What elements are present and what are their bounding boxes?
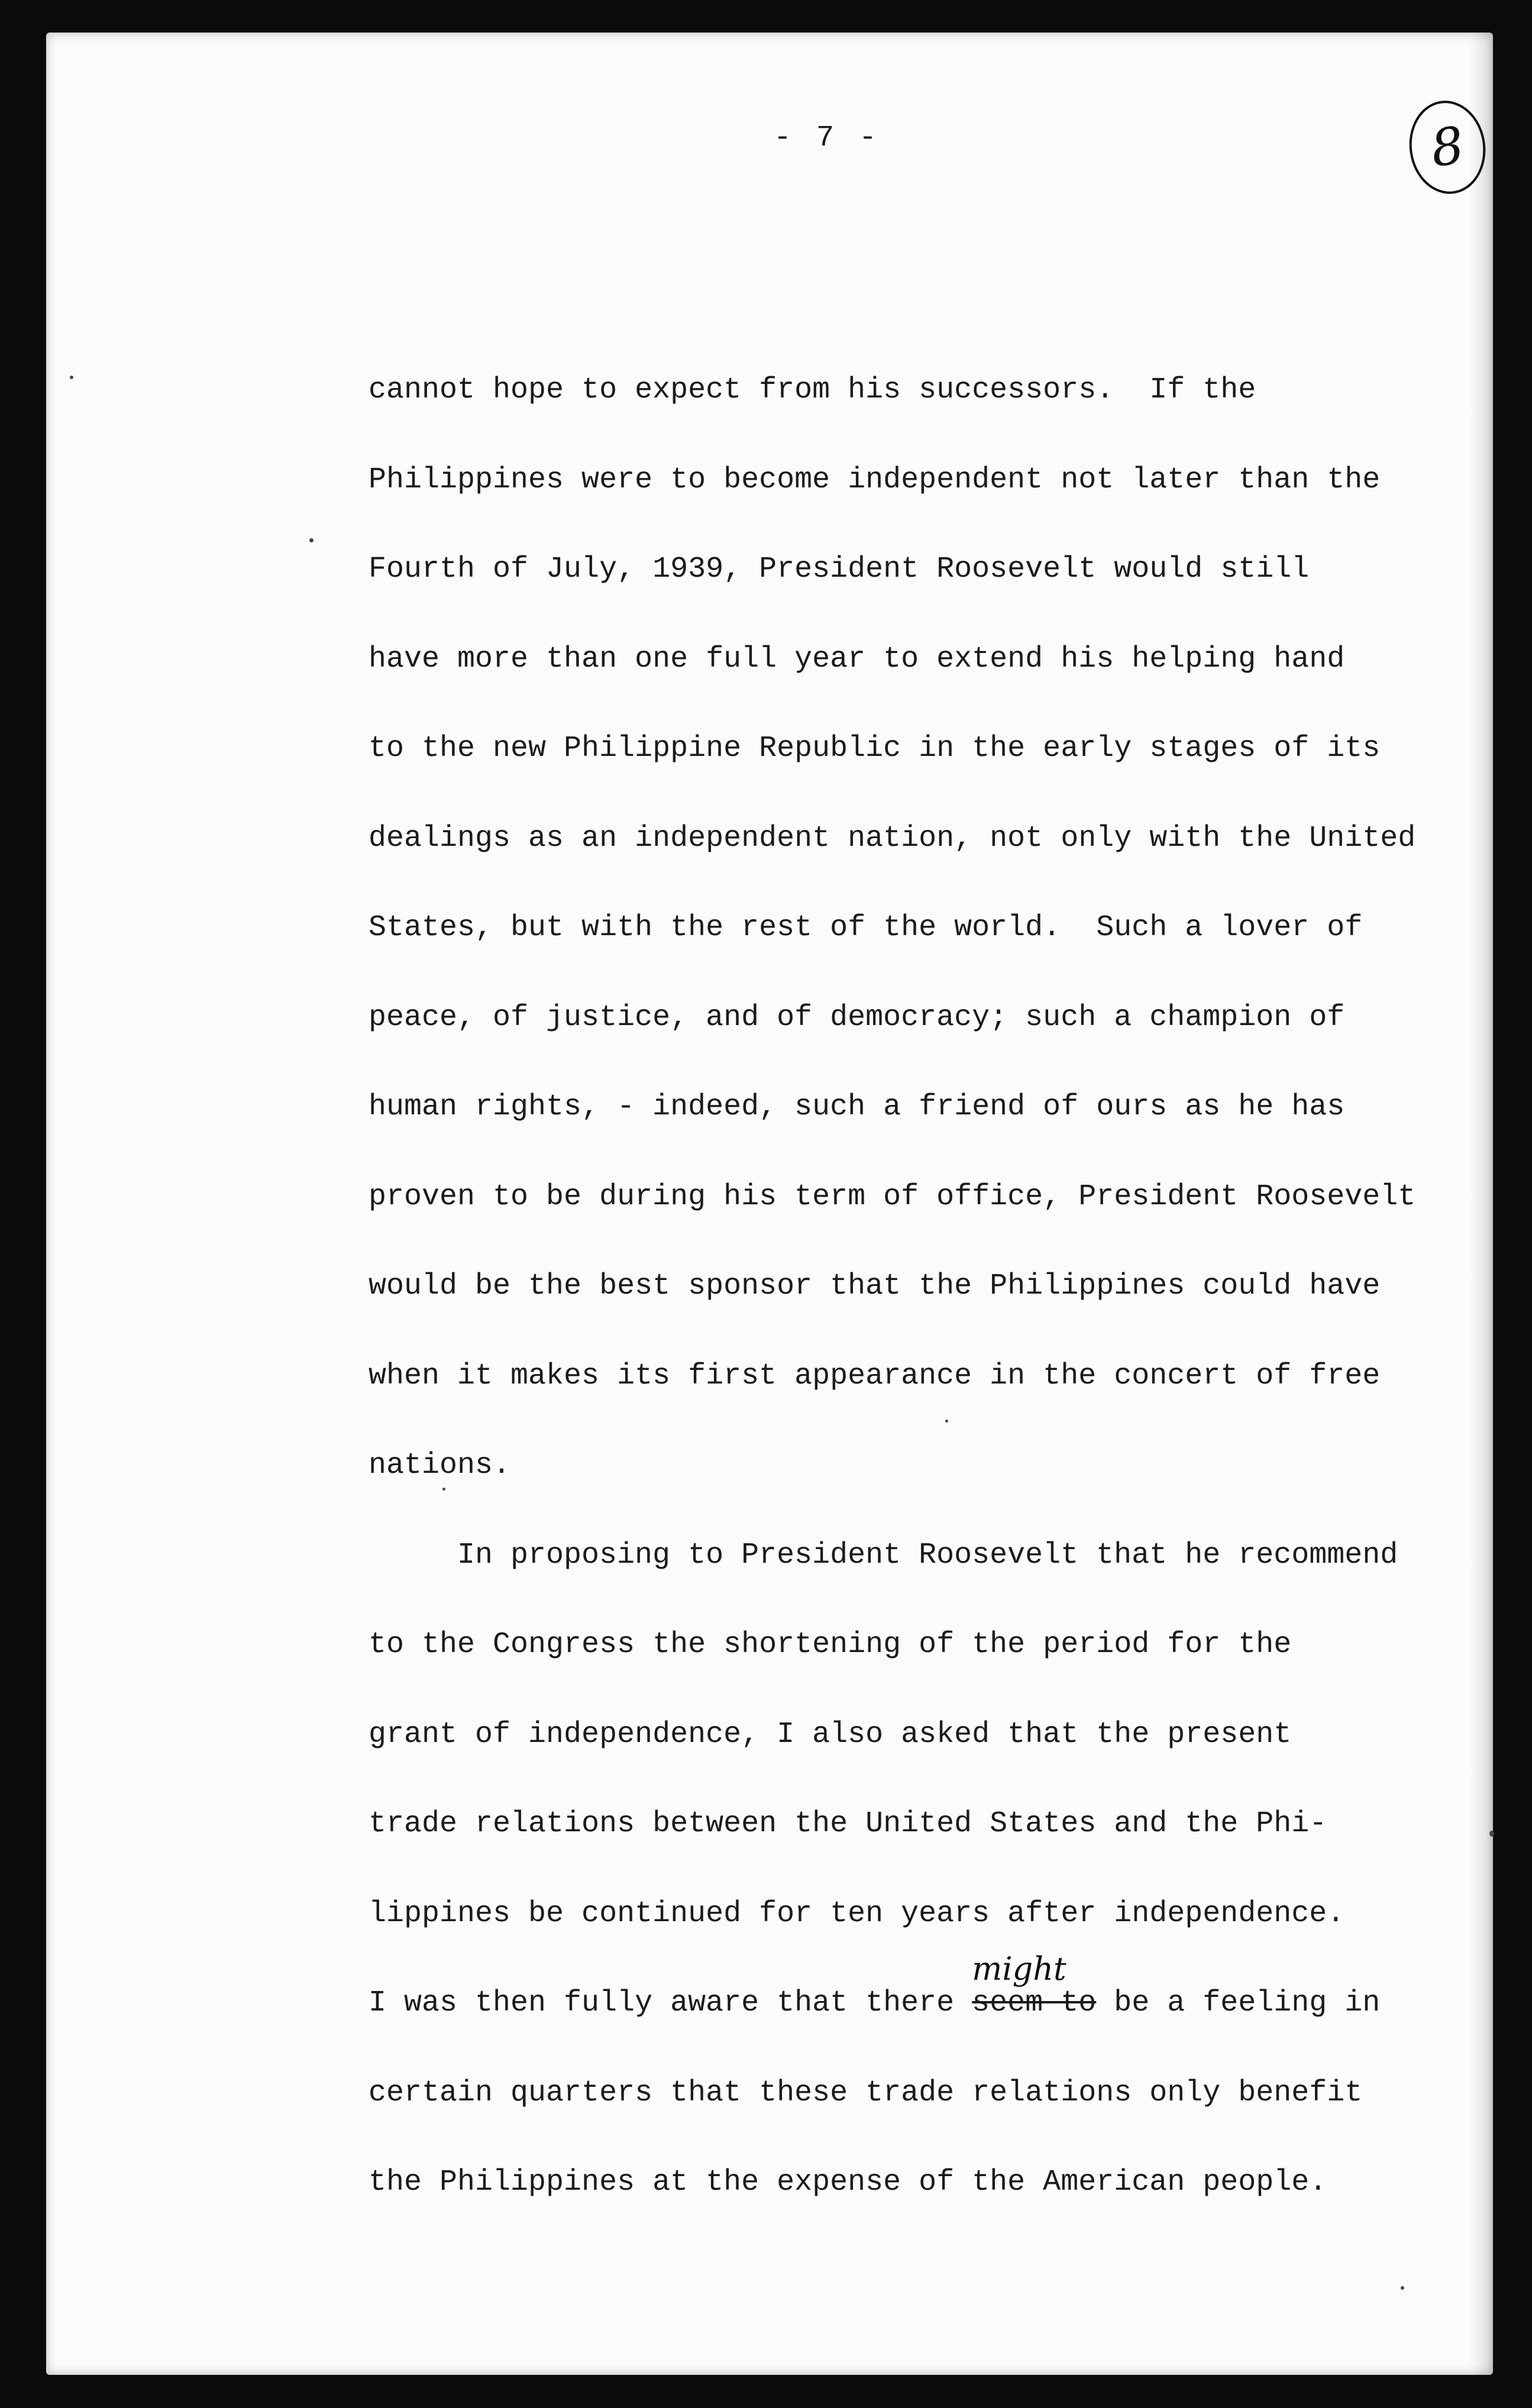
letter-body: [369, 364, 1451, 2246]
text-line: certain quarters that these trade relations only benefit: [369, 2076, 1363, 2110]
text-line: grant of independence, I also asked that the present: [369, 1717, 1292, 1751]
handwritten-page-stamp: 8: [1404, 96, 1492, 199]
scan-speck: [309, 538, 313, 542]
text-line: Fourth of July, 1939, President Roosevelt would still: [369, 552, 1310, 586]
text-line: when it makes its first appearance in the concert of free: [369, 1359, 1381, 1393]
text-line: Philippines were to become independent not later than the: [369, 463, 1381, 497]
text-line: the Philippines at the expense of the American people.: [369, 2165, 1327, 2199]
struck-out-text: seem to: [972, 1986, 1097, 2020]
text-line: lippines be continued for ten years after independence.: [369, 1896, 1345, 1931]
text-line: trade relations between the United States and the Phi-: [369, 1807, 1327, 1841]
text-line: cannot hope to expect from his successors. If the: [369, 373, 1256, 407]
text-line: to the Congress the shortening of the period for the: [369, 1628, 1292, 1662]
page-number: - 7 -: [774, 121, 881, 155]
corrected-text-line: [369, 1950, 1451, 2067]
text-line: would be the best sponsor that the Philippines could have: [369, 1269, 1381, 1303]
text-line: human rights, - indeed, such a friend of ours as he has: [369, 1090, 1345, 1124]
scan-speck: [945, 1420, 948, 1423]
handwritten-correction: [972, 1950, 1097, 2030]
document-page: [46, 33, 1493, 2375]
scan-speck: [442, 1488, 445, 1491]
text-line: States, but with the rest of the world. Such a lover of: [369, 911, 1363, 945]
text-segment: I was then fully aware that there: [369, 1986, 972, 2020]
paragraph-start-line: In proposing to President Roosevelt that he recommend: [457, 1538, 1398, 1572]
text-line: to the new Philippine Republic in the early stages of its: [369, 732, 1381, 765]
text-line: peace, of justice, and of democracy; such a champion of: [369, 1000, 1345, 1035]
text-line: nations.: [369, 1449, 511, 1482]
scan-speck: [1489, 1831, 1494, 1837]
text-line: have more than one full year to extend his helping hand: [369, 642, 1345, 676]
text-segment: be a feeling in: [1096, 1986, 1381, 2020]
handwritten-insertion: might: [972, 1950, 1066, 1987]
page-edge-shadow: [1469, 33, 1493, 2375]
text-line: proven to be during his term of office, President Roosevelt: [369, 1179, 1416, 1214]
scan-speck: [1401, 2286, 1404, 2290]
text-line: dealings as an independent nation, not only with the United: [369, 821, 1416, 855]
scan-speck: [70, 376, 73, 379]
